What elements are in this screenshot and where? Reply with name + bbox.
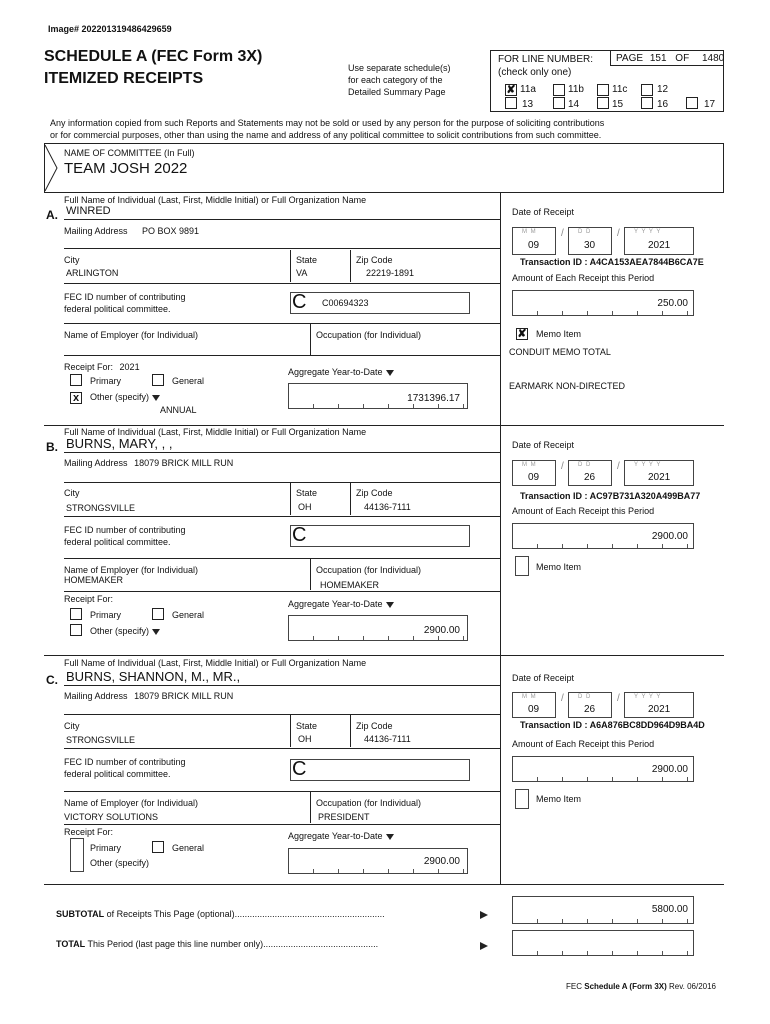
date-slash: / (561, 461, 564, 472)
entry-a-fec-field[interactable] (290, 292, 470, 314)
entry-a-state-label: State (296, 255, 318, 265)
entry-b-emp-occ-divider (310, 558, 311, 590)
entry-c-primary-label: Primary (90, 843, 121, 853)
entry-a-address-label: Mailing Address (64, 226, 128, 236)
subtotal-arrow-icon (480, 911, 488, 919)
fec-label-line-2: federal political committee. (64, 537, 171, 547)
entry-b-city-label: City (64, 488, 80, 498)
total-label (56, 939, 378, 949)
entry-b-primary-checkbox[interactable] (70, 608, 82, 620)
yyyy-label: Y Y Y Y (634, 229, 662, 235)
entry-b-general-checkbox[interactable] (152, 608, 164, 620)
other-label: Other (specify) (90, 626, 150, 636)
entry-a-name: WINRED (66, 205, 111, 217)
entry-c-receipt-for: Receipt For: (64, 827, 114, 837)
divider-ab (44, 425, 724, 426)
entry-b-address: 18079 BRICK MILL RUN (134, 458, 234, 468)
entry-a-primary-checkbox[interactable] (70, 374, 82, 386)
entry-b-transaction-id: Transaction ID : AC97B731A320A499BA77 (520, 491, 701, 501)
entry-b-occupation: HOMEMAKER (320, 580, 380, 590)
entry-b-address-underline (64, 482, 500, 483)
footer-rev: Rev. 06/2016 (666, 982, 716, 991)
entry-c-general-checkbox[interactable] (152, 841, 164, 853)
entry-b-state-label: State (296, 488, 318, 498)
instructions (348, 62, 451, 98)
arrow-down-icon (152, 395, 160, 401)
entry-c-state-label: State (296, 721, 318, 731)
entry-c-employer: VICTORY SOLUTIONS (64, 812, 159, 822)
receipt-for-label: Receipt For: (64, 362, 114, 372)
subtotal-value: 5800.00 (651, 904, 688, 915)
entry-c-state-zip-divider (350, 715, 351, 747)
entry-b-fec-label (64, 524, 186, 548)
entry-a-primary-label: Primary (90, 376, 121, 386)
entry-a-memo-label: Memo Item (536, 329, 582, 339)
entry-c-general-label: General (172, 843, 205, 853)
entry-a-city-underline (64, 283, 500, 284)
entry-c-letter: C. (46, 673, 58, 687)
entry-a-city-state-divider (290, 250, 291, 282)
footer-prefix: FEC (566, 982, 585, 991)
entry-a-fec-id: C00694323 (322, 298, 369, 308)
entry-a-address: PO BOX 9891 (142, 226, 200, 236)
footer-form-name: Schedule A (Form 3X) (584, 982, 667, 991)
line-16-label: 16 (657, 99, 669, 110)
entry-c-city-underline (64, 748, 500, 749)
entry-b-aggregate-label (288, 599, 394, 609)
entry-b-address-row (64, 458, 233, 468)
divider-c-subtotal (44, 884, 724, 885)
entry-b-receipt-for: Receipt For: (64, 594, 114, 604)
entry-c-fec-c: C (292, 758, 307, 780)
entry-b-fec-underline (64, 558, 500, 559)
line-16-checkbox[interactable] (641, 97, 653, 109)
entry-a-aggregate-label (288, 367, 394, 377)
entry-c-fec-underline (64, 791, 500, 792)
dd-label: D D (578, 462, 592, 468)
entry-b-year: 2021 (648, 472, 671, 483)
entry-b-letter: B. (46, 440, 58, 454)
entry-b-zip: 44136-7111 (364, 502, 411, 512)
address-label: Mailing Address (64, 691, 128, 701)
dd-label: D D (578, 694, 592, 700)
entry-c-memo-checkbox[interactable] (515, 789, 529, 809)
address-label: Mailing Address (64, 458, 128, 468)
entry-b-name-label: Full Name of Individual (Last, First, Middle Initial) or Full Organization Name (64, 427, 367, 437)
entry-a-fec-underline (64, 323, 500, 324)
total-arrow-icon (480, 942, 488, 950)
entry-a-fec-c: C (292, 291, 307, 313)
schedule-title: SCHEDULE A (FEC Form 3X) (44, 48, 263, 65)
entry-b-aggregate: 2900.00 (423, 625, 460, 636)
other-label: Other (specify) (90, 392, 150, 402)
entry-a-employer-underline (64, 355, 500, 356)
yyyy-label: Y Y Y Y (634, 462, 662, 468)
entry-b-amount-label: Amount of Each Receipt this Period (512, 506, 655, 516)
entry-c-aggregate-label (288, 831, 394, 841)
entry-c-name-underline (64, 685, 500, 686)
dd-label: D D (578, 229, 592, 235)
total-field[interactable] (512, 930, 694, 956)
entry-a-receipt-for (64, 362, 140, 372)
entry-b-employer-underline (64, 591, 500, 592)
line-13-checkbox[interactable] (505, 97, 517, 109)
entry-c-amount: 2900.00 (651, 764, 688, 775)
line-11c-checkbox[interactable] (597, 84, 609, 96)
entry-b-employer-label: Name of Employer (for Individual) (64, 565, 199, 575)
entry-b-name: BURNS, MARY, , , (66, 436, 173, 451)
entry-a-other-value: ANNUAL (160, 405, 197, 415)
entry-b-city-state-divider (290, 483, 291, 515)
entry-a-memo-text-2: EARMARK NON-DIRECTED (509, 381, 626, 391)
entry-c-year: 2021 (648, 704, 671, 715)
receipt-for-year: 2021 (119, 362, 140, 372)
entry-a-zip-label: Zip Code (356, 255, 393, 265)
instructions-line-3: Detailed Summary Page (348, 87, 446, 97)
entry-a-city: ARLINGTON (66, 268, 119, 278)
date-slash: / (561, 693, 564, 704)
line-11c-label: 11c (612, 84, 628, 95)
entry-b-amount: 2900.00 (651, 531, 688, 542)
page-label: PAGE (616, 53, 644, 64)
line-11a-checkbox[interactable]: ✘ (506, 84, 516, 96)
entry-b-name-underline (64, 452, 500, 453)
entry-a-employer-label: Name of Employer (for Individual) (64, 330, 199, 340)
fec-label-line-1: FEC ID number of contributing (64, 757, 186, 767)
entry-c-memo-label: Memo Item (536, 794, 582, 804)
entry-a-occupation-label: Occupation (for Individual) (316, 330, 422, 340)
entry-c-month: 09 (528, 704, 540, 715)
entry-c-address: 18079 BRICK MILL RUN (134, 691, 234, 701)
fec-label-line-2: federal political committee. (64, 304, 171, 314)
arrow-down-icon (386, 602, 394, 608)
entry-a-name-label: Full Name of Individual (Last, First, Middle Initial) or Full Organization Name (64, 195, 367, 205)
line-11a-label: 11a (520, 84, 536, 95)
entry-b-other-checkbox[interactable] (70, 624, 82, 636)
entry-b-state-zip-divider (350, 483, 351, 515)
entry-a-date-label: Date of Receipt (512, 207, 575, 217)
entry-b-state: OH (298, 502, 312, 512)
entry-c-occupation-label: Occupation (for Individual) (316, 798, 422, 808)
total-rest: This Period (last page this line number only).............................................. (85, 939, 379, 949)
entry-c-day: 26 (584, 704, 596, 715)
committee-name: TEAM JOSH 2022 (64, 160, 188, 177)
line-17-label: 17 (704, 99, 716, 110)
entry-b-zip-label: Zip Code (356, 488, 393, 498)
page-number: 151 (649, 53, 667, 64)
entry-a-zip: 22219-1891 (366, 268, 415, 278)
subtotal-bold: SUBTOTAL (56, 909, 105, 919)
line-12-label: 12 (657, 84, 669, 95)
entry-c-city-label: City (64, 721, 80, 731)
date-slash: / (617, 693, 620, 704)
entry-c-occupation: PRESIDENT (318, 812, 370, 822)
entry-c-name: BURNS, SHANNON, M., MR., (66, 669, 241, 684)
entry-c-amount-label: Amount of Each Receipt this Period (512, 739, 655, 749)
subtotal-label (56, 909, 385, 919)
aggregate-label: Aggregate Year-to-Date (288, 599, 383, 609)
total-bold: TOTAL (56, 939, 86, 949)
aggregate-label: Aggregate Year-to-Date (288, 831, 383, 841)
mm-label: M M (522, 229, 537, 235)
entry-b-memo-checkbox[interactable] (515, 556, 529, 576)
entry-b-fec-field[interactable] (290, 525, 470, 547)
entry-c-zip-label: Zip Code (356, 721, 393, 731)
entry-a-letter: A. (46, 208, 58, 222)
entry-a-state: VA (296, 268, 308, 278)
instructions-line-1: Use separate schedule(s) (348, 63, 451, 73)
image-id: Image# 202201319486429659 (48, 24, 172, 34)
entry-b-day: 26 (584, 472, 596, 483)
entry-c-name-label: Full Name of Individual (Last, First, Middle Initial) or Full Organization Name (64, 658, 367, 668)
entry-a-aggregate: 1731396.17 (407, 393, 460, 404)
line-13-label: 13 (522, 99, 534, 110)
entry-c-aggregate: 2900.00 (423, 856, 460, 867)
entry-a-memo-checkbox[interactable]: ✘ (517, 328, 527, 340)
entry-c-employer-underline (64, 824, 500, 825)
check-only-one: (check only one) (498, 67, 572, 78)
line-number-label: FOR LINE NUMBER: (498, 54, 594, 65)
disclaimer-line-1: Any information copied from such Reports and Statements may not be sold or used by any person for the purpose of soliciting contributions (50, 118, 605, 128)
line-14-checkbox[interactable] (553, 97, 565, 109)
entry-a-transaction-id: Transaction ID : A4CA153AEA7844B6CA7E (520, 257, 704, 267)
line-11b-checkbox[interactable] (553, 84, 565, 96)
fec-label-line-1: FEC ID number of contributing (64, 292, 186, 302)
entry-b-fec-c: C (292, 524, 307, 546)
date-slash: / (617, 461, 620, 472)
mm-label: M M (522, 462, 537, 468)
line-15-label: 15 (612, 99, 624, 110)
footer (566, 982, 716, 991)
date-slash: / (617, 228, 620, 239)
line-15-checkbox[interactable] (597, 97, 609, 109)
arrow-down-icon (386, 370, 394, 376)
entry-a-general-checkbox[interactable] (152, 374, 164, 386)
entry-a-amount-label: Amount of Each Receipt this Period (512, 273, 655, 283)
entry-c-city-state-divider (290, 715, 291, 747)
entry-c-address-row (64, 691, 233, 701)
entry-b-city: STRONGSVILLE (66, 503, 136, 513)
committee-chevron-icon (44, 143, 60, 193)
line-14-label: 14 (568, 99, 580, 110)
entry-b-city-underline (64, 516, 500, 517)
fec-label-line-2: federal political committee. (64, 769, 171, 779)
entry-a-address-underline (64, 248, 500, 249)
line-11b-label: 11b (568, 84, 584, 95)
entry-a-month: 09 (528, 240, 540, 251)
entry-c-date-label: Date of Receipt (512, 673, 575, 683)
entry-b-month: 09 (528, 472, 540, 483)
mm-label: M M (522, 694, 537, 700)
arrow-down-icon (152, 629, 160, 635)
entry-b-memo-label: Memo Item (536, 562, 582, 572)
entry-a-emp-occ-divider (310, 323, 311, 355)
entry-b-employer: HOMEMAKER (64, 575, 124, 585)
subtotal-rest: of Receipts This Page (optional)............................................................ (104, 909, 385, 919)
entry-c-transaction-id: Transaction ID : A6A876BC8DD964D9BA4D (520, 720, 705, 730)
page-total: 1480 (701, 53, 725, 64)
entry-c-other-label: Other (specify) (90, 858, 150, 868)
entry-a-fec-label (64, 291, 186, 315)
page-indicator (616, 53, 724, 64)
entry-b-other (90, 626, 160, 636)
date-slash: / (561, 228, 564, 239)
arrow-down-icon (386, 834, 394, 840)
entry-a-memo-text-1: CONDUIT MEMO TOTAL (509, 347, 611, 357)
line-12-checkbox[interactable] (641, 84, 653, 96)
entry-c-city: STRONGSVILLE (66, 735, 136, 745)
disclaimer-line-2: or for commercial purposes, other than using the name and address of any political committee to solicit contributions from such committee. (50, 130, 602, 140)
entry-c-fec-label (64, 756, 186, 780)
divider-bc (44, 655, 724, 656)
line-17-checkbox[interactable] (686, 97, 698, 109)
entry-c-state: OH (298, 734, 312, 744)
entry-c-address-underline (64, 714, 500, 715)
disclaimer (50, 117, 730, 141)
entry-c-zip: 44136-7111 (364, 734, 411, 744)
aggregate-label: Aggregate Year-to-Date (288, 367, 383, 377)
entry-a-general-label: General (172, 376, 205, 386)
entry-a-other (90, 392, 160, 402)
entry-c-emp-occ-divider (310, 791, 311, 823)
entry-a-city-label: City (64, 255, 80, 265)
entry-a-year: 2021 (648, 240, 671, 251)
column-divider (500, 193, 501, 884)
itemized-receipts-title: ITEMIZED RECEIPTS (44, 70, 204, 87)
entry-b-occupation-label: Occupation (for Individual) (316, 565, 422, 575)
entry-a-amount: 250.00 (657, 298, 688, 309)
yyyy-label: Y Y Y Y (634, 694, 662, 700)
entry-a-day: 30 (584, 240, 596, 251)
fec-label-line-1: FEC ID number of contributing (64, 525, 186, 535)
entry-a-name-underline (64, 219, 500, 220)
entry-c-fec-field[interactable] (290, 759, 470, 781)
of-label: OF (675, 53, 690, 64)
committee-label: NAME OF COMMITTEE (In Full) (64, 148, 195, 158)
entry-c-employer-label: Name of Employer (for Individual) (64, 798, 199, 808)
entry-a-state-zip-divider (350, 250, 351, 282)
instructions-line-2: for each category of the (348, 75, 443, 85)
entry-b-primary-label: Primary (90, 610, 121, 620)
entry-b-date-label: Date of Receipt (512, 440, 575, 450)
entry-c-primary-other-box[interactable] (70, 838, 84, 872)
entry-b-general-label: General (172, 610, 205, 620)
entry-a-other-checkbox[interactable]: x (70, 392, 82, 404)
